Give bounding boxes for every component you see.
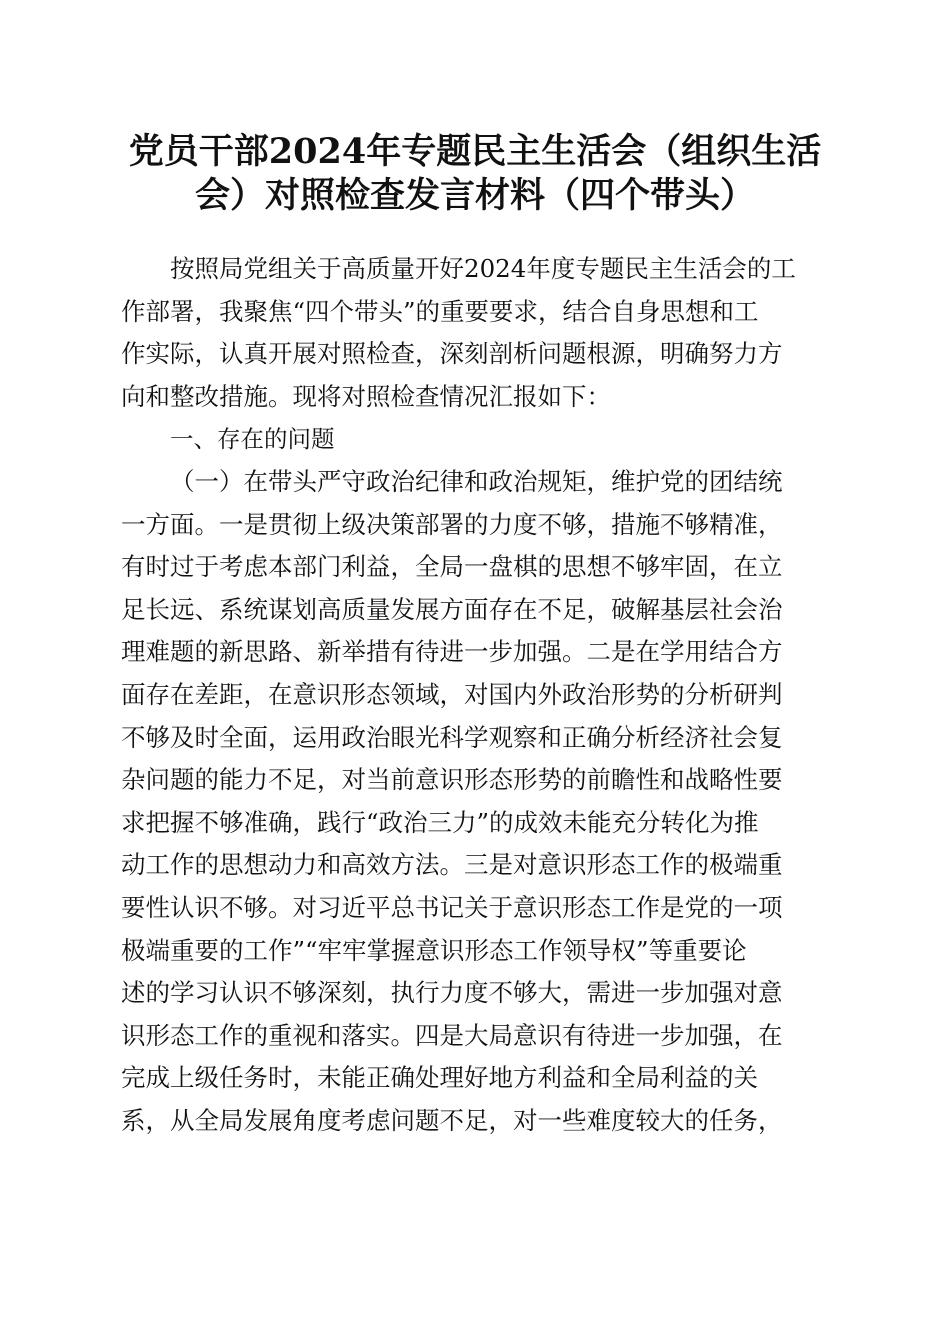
title-line-2: 会）对照检查发言材料（四个带头） [194,175,755,216]
section-heading: 一、存在的问题 [170,425,335,454]
paragraph-line: 足长远、系统谋划高质量发展方面存在不足，破解基层社会治 [121,594,783,624]
paragraph-line: （一）在带头严守政治纪律和政治规矩，维护党的团结统 [170,466,783,496]
paragraph-line: 系，从全局发展角度考虑问题不足，对一些难度较大的任务， [121,1105,783,1135]
paragraph-line: 理难题的新思路、新举措有待进一步加强。二是在学用结合方 [121,637,783,667]
intro-line: 作部署，我聚焦“四个带头”的重要要求，结合自身思想和工 [121,296,759,326]
document-title [110,130,840,218]
paragraph-line: 有时过于考虑本部门利益，全局一盘棋的思想不够牢固，在立 [121,552,783,582]
title-line-1: 党员干部2024年专题民主生活会（组织生活 [128,131,822,172]
paragraph-line: 不够及时全面，运用政治眼光科学观察和正确分析经济社会复 [121,722,783,752]
paragraph-line: 杂问题的能力不足，对当前意识形态形势的前瞻性和战略性要 [121,765,783,795]
paragraph-line: 要性认识不够。对习近平总书记关于意识形态工作是党的一项 [121,892,783,922]
intro-paragraph [121,248,821,418]
paragraph-line: 识形态工作的重视和落实。四是大局意识有待进一步加强，在 [121,1020,783,1050]
intro-line: 向和整改措施。现将对照检查情况汇报如下： [121,381,611,411]
paragraph-line: 求把握不够准确，践行“政治三力”的成效未能充分转化为推 [121,807,759,837]
paragraph-line: 面存在差距，在意识形态领域，对国内外政治形势的分析研判 [121,679,783,709]
paragraph-line: 极端重要的工作”“牢牢掌握意识形态工作领导权”等重要论 [121,935,747,965]
paragraph-line: 述的学习认识不够深刻，执行力度不够大，需进一步加强对意 [121,978,783,1008]
paragraph-line: 动工作的思想动力和高效方法。三是对意识形态工作的极端重 [121,850,783,880]
paragraph-line: 完成上级任务时，未能正确处理好地方利益和全局利益的关 [121,1063,758,1093]
intro-line: 按照局党组关于高质量开好2024年度专题民主生活会的工 [170,254,796,283]
subsection-paragraph [121,461,821,1143]
paragraph-line: 一方面。一是贯彻上级决策部署的力度不够，措施不够精准， [121,509,783,539]
intro-line: 作实际，认真开展对照检查，深刻剖析问题根源，明确努力方 [121,339,783,369]
document-body [121,248,821,1142]
